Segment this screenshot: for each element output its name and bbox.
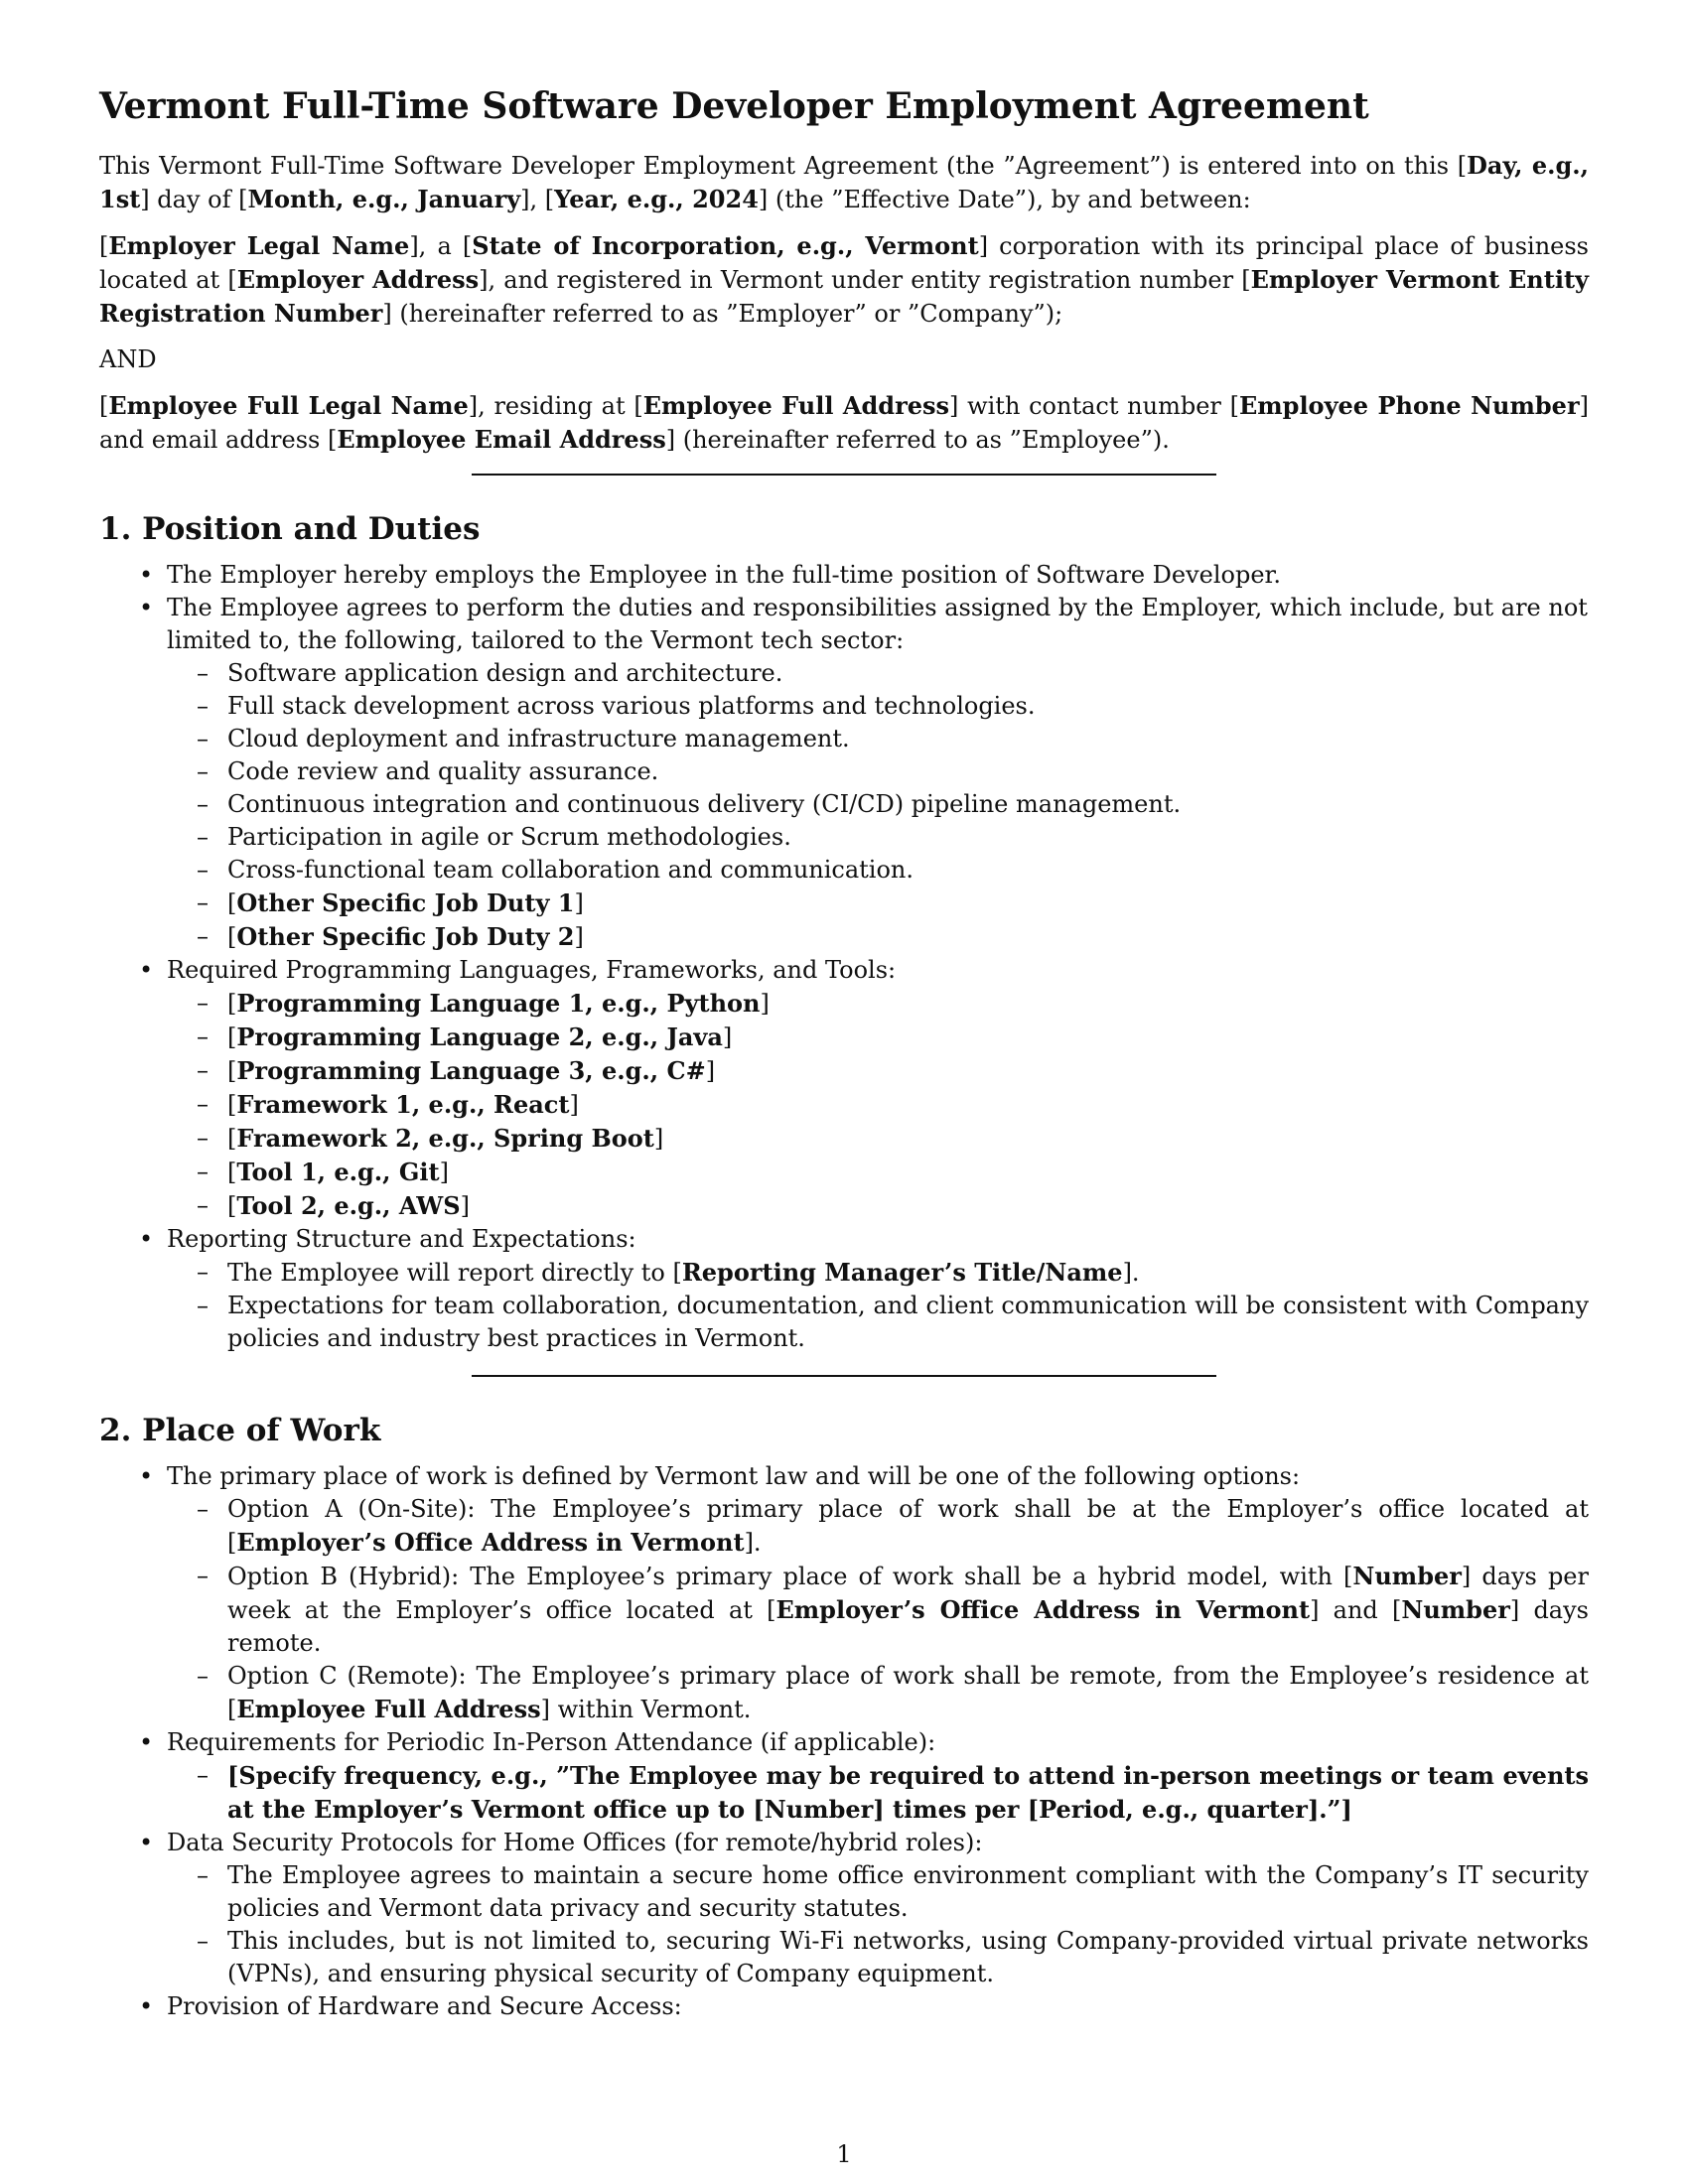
employer-text: ] corporation with its principal place of business located at [ — [99, 232, 1590, 294]
list-item — [167, 592, 1589, 954]
intro-paragraph — [99, 149, 1589, 216]
tool-item: – [Framework 1, e.g., React] — [227, 1088, 1589, 1122]
duties-list — [167, 657, 1589, 954]
tool-item: – [Programming Language 3, e.g., C#] — [227, 1054, 1589, 1088]
employee-address-placeholder: Employee Full Address — [236, 1695, 541, 1723]
employee-text: [ — [99, 392, 109, 420]
employee-text: ] and email address [ — [99, 392, 1589, 454]
option-text: Option B (Hybrid): The Employee’s primary place of work shall be a hybrid model, with [ — [227, 1563, 1353, 1590]
tool-placeholder: Framework 2, e.g., Spring Boot — [236, 1124, 654, 1153]
employee-email-placeholder: Employee Email Address — [337, 425, 666, 454]
option-text: ] and [ — [1310, 1596, 1402, 1624]
intro-text: ] (the ”Effective Date”), by and between: — [758, 186, 1251, 213]
list-item — [167, 954, 1589, 1223]
duty-item: – Full stack development across various platforms and technologies. — [227, 690, 1589, 723]
employee-paragraph — [99, 389, 1589, 457]
list-item — [167, 1223, 1589, 1355]
year-placeholder: Year, e.g., 2024 — [554, 185, 759, 213]
section-divider — [472, 1375, 1216, 1377]
employee-phone-placeholder: Employee Phone Number — [1238, 391, 1580, 420]
list-item-text: The Employee agrees to perform the duties and responsibilities assigned by the Employer, which include, but are not limited to, the following, tailored to the Vermont tech sector: — [167, 594, 1588, 654]
duty-item: – Continuous integration and continuous delivery (CI/CD) pipeline management. — [227, 788, 1589, 821]
tool-item: – [Tool 2, e.g., AWS] — [227, 1189, 1589, 1223]
security-item: – This includes, but is not limited to, securing Wi-Fi networks, using Company-provided virtual private networks (VPNs), and ensuring physical security of Company equipment. — [227, 1925, 1589, 1990]
list-item-text: Data Security Protocols for Home Offices (for remote/hybrid roles): — [167, 1829, 983, 1856]
list-item-text: Requirements for Periodic In-Person Attendance (if applicable): — [167, 1728, 936, 1756]
intro-text: ] day of [ — [140, 186, 248, 213]
state-placeholder: State of Incorporation, e.g., Vermont — [472, 231, 979, 260]
number-placeholder: Number — [1401, 1595, 1510, 1624]
tool-placeholder: Programming Language 3, e.g., C# — [236, 1056, 706, 1085]
duty-item: – Software application design and architecture. — [227, 657, 1589, 690]
list-item-text: Reporting Structure and Expectations: — [167, 1225, 636, 1253]
tool-item: – [Programming Language 1, e.g., Python] — [227, 987, 1589, 1021]
list-item-text: Required Programming Languages, Frameworks, and Tools: — [167, 956, 897, 984]
section-heading: 1. Position and Duties — [99, 511, 481, 547]
attendance-list — [167, 1759, 1589, 1827]
option-text: Option C (Remote): The Employee’s primary place of work shall be remote, from the Employee’s residence at [ — [227, 1662, 1589, 1723]
list-item: • Provision of Hardware and Secure Access: — [167, 1990, 1589, 2023]
employer-text: [ — [99, 232, 109, 260]
employee-address-placeholder: Employee Full Address — [642, 391, 950, 420]
reporting-list — [167, 1256, 1589, 1355]
list-item — [167, 1827, 1589, 1990]
day-placeholder: Day, e.g., 1st — [99, 151, 1589, 213]
employee-text: ], residing at [ — [468, 392, 643, 420]
month-placeholder: Month, e.g., January — [247, 185, 521, 213]
employee-text: ] (hereinafter referred to as ”Employee”). — [665, 426, 1170, 454]
intro-text: This Vermont Full-Time Software Developer Employment Agreement (the ”Agreement”) is entered into on this [ — [99, 152, 1468, 180]
option-text: ]. — [744, 1529, 762, 1557]
attendance-placeholder: [Specify frequency, e.g., ”The Employee may be required to attend in-person meetings or team events at the Employer’s Vermont office up to [Number] times per [Period, e.g., quarter].”] — [227, 1761, 1589, 1824]
tool-placeholder: Programming Language 1, e.g., Python — [236, 989, 761, 1018]
option-item — [227, 1493, 1589, 1560]
duty-item: – Code review and quality assurance. — [227, 755, 1589, 788]
tool-item: – [Tool 1, e.g., Git] — [227, 1156, 1589, 1189]
employer-text: ], a [ — [409, 232, 473, 260]
office-address-placeholder: Employer’s Office Address in Vermont — [775, 1595, 1311, 1624]
employer-address-placeholder: Employer Address — [236, 265, 480, 294]
registration-number-placeholder: Employer Vermont Entity Registration Number — [99, 265, 1589, 328]
tool-item: – [Programming Language 2, e.g., Java] — [227, 1021, 1589, 1054]
list-item-text: The primary place of work is defined by Vermont law and will be one of the following options: — [167, 1462, 1301, 1490]
section-divider — [472, 474, 1216, 476]
reporting-text: ]. — [1122, 1259, 1140, 1287]
tool-placeholder: Tool 2, e.g., AWS — [236, 1191, 461, 1220]
duty-placeholder: Other Specific Job Duty 2 — [236, 922, 575, 951]
employer-text: ] (hereinafter referred to as ”Employer” or ”Company”); — [382, 300, 1063, 328]
employer-text: ], and registered in Vermont under entity registration number [ — [479, 266, 1251, 294]
tool-placeholder: Framework 1, e.g., React — [236, 1090, 570, 1119]
attendance-item — [227, 1759, 1589, 1827]
document-page — [99, 83, 1589, 2023]
duty-item: – Participation in agile or Scrum methodologies. — [227, 821, 1589, 854]
document-title: Vermont Full-Time Software Developer Employment Agreement — [99, 85, 1369, 127]
duty-item: – Cross-functional team collaboration and communication. — [227, 854, 1589, 887]
work-options-list — [167, 1493, 1589, 1726]
option-text: ] days per week at the Employer’s office located at [ — [227, 1563, 1589, 1624]
manager-placeholder: Reporting Manager’s Title/Name — [681, 1258, 1123, 1287]
section-1-list — [99, 559, 1589, 1355]
reporting-item — [227, 1256, 1589, 1290]
option-text: ] days remote. — [227, 1596, 1589, 1657]
section-2-list — [99, 1460, 1589, 2023]
list-item: • The Employer hereby employs the Employee in the full-time position of Software Developer. — [167, 559, 1589, 592]
option-text: ] within Vermont. — [540, 1696, 752, 1723]
reporting-text: The Employee will report directly to [ — [227, 1259, 682, 1287]
number-placeholder: Number — [1352, 1562, 1462, 1590]
list-item — [167, 1460, 1589, 1726]
and-separator: AND — [99, 345, 157, 373]
employee-text: ] with contact number [ — [949, 392, 1239, 420]
duty-item: – Cloud deployment and infrastructure management. — [227, 723, 1589, 755]
tool-placeholder: Tool 1, e.g., Git — [236, 1158, 440, 1186]
option-item — [227, 1660, 1589, 1726]
reporting-item: – Expectations for team collaboration, documentation, and client communication will be consistent with Company policies and industry best practices in Vermont. — [227, 1290, 1589, 1355]
list-item — [167, 1726, 1589, 1827]
security-item: – The Employee agrees to maintain a secure home office environment compliant with the Company’s IT security policies and Vermont data privacy and security statutes. — [227, 1859, 1589, 1925]
security-list — [167, 1859, 1589, 1990]
page-number: 1 — [836, 2140, 852, 2168]
employer-paragraph — [99, 229, 1589, 331]
tool-placeholder: Programming Language 2, e.g., Java — [236, 1023, 723, 1051]
tools-list — [167, 987, 1589, 1223]
office-address-placeholder: Employer’s Office Address in Vermont — [236, 1528, 745, 1557]
duty-placeholder: Other Specific Job Duty 1 — [236, 888, 575, 917]
section-heading: 2. Place of Work — [99, 1413, 381, 1448]
duty-item: – [Other Specific Job Duty 1] — [227, 887, 1589, 920]
intro-text: ], [ — [520, 186, 555, 213]
duty-item: – [Other Specific Job Duty 2] — [227, 920, 1589, 954]
employer-name-placeholder: Employer Legal Name — [108, 231, 410, 260]
tool-item: – [Framework 2, e.g., Spring Boot] — [227, 1122, 1589, 1156]
employee-name-placeholder: Employee Full Legal Name — [108, 391, 469, 420]
option-item — [227, 1560, 1589, 1660]
option-text: Option A (On-Site): The Employee’s primary place of work shall be at the Employer’s office located at [ — [227, 1495, 1589, 1557]
